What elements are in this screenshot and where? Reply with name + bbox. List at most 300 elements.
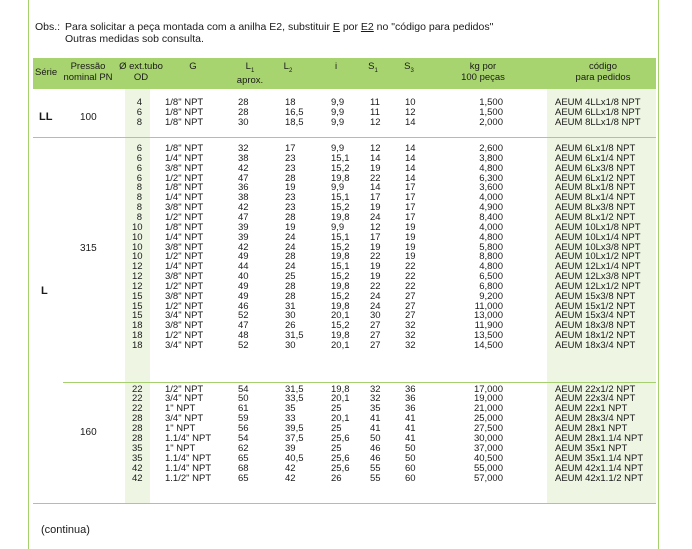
cell-g: 1" NPT: [165, 403, 196, 415]
obs-e2: E2: [360, 21, 374, 33]
cell-l2: 18: [285, 97, 296, 108]
cell-s1: 22: [370, 280, 381, 292]
cell-codigo: AEUM 22x1 NPT: [555, 403, 628, 415]
cell-g: 3/8" NPT: [165, 271, 204, 283]
cell-l2: 39,5: [285, 423, 304, 435]
cell-g: 1/4" NPT: [165, 231, 204, 243]
obs-label: Obs.:: [35, 21, 61, 33]
table-row: [33, 341, 656, 351]
cell-l1: 68: [238, 463, 249, 475]
cell-kg: 2,000: [479, 116, 503, 128]
cell-s3: 17: [405, 182, 416, 194]
cell-i: 19,8: [331, 172, 350, 184]
cell-i: 9,9: [331, 221, 345, 233]
cell-l1: 50: [238, 393, 249, 405]
cell-i: 19,8: [331, 383, 350, 395]
cell-s3: 12: [405, 106, 416, 118]
cell-codigo: AEUM 12Lx1/2 NPT: [555, 280, 641, 292]
cell-s1: 19: [370, 261, 381, 273]
cell-codigo: AEUM 8LLx1/8 NPT: [555, 116, 641, 128]
cell-l1: 52: [238, 340, 249, 351]
cell-s3: 22: [405, 261, 416, 273]
cell-kg: 27,500: [473, 423, 503, 435]
cell-s3: 19: [405, 221, 416, 233]
cell-l1: 49: [238, 280, 249, 292]
cell-s1: 41: [370, 423, 381, 435]
cell-s3: 17: [405, 202, 416, 214]
header-pressao-l2: nominal PN: [63, 71, 113, 83]
cell-s3: 32: [405, 330, 416, 342]
cell-s1: 11: [370, 106, 380, 118]
cell-codigo: AEUM 10Lx1/8 NPT: [555, 221, 641, 233]
cell-s3: 14: [405, 162, 416, 174]
cell-od: 10: [132, 251, 143, 263]
cell-od: 18: [132, 340, 143, 351]
cell-l2: 31: [285, 300, 296, 312]
cell-kg: 3,800: [479, 152, 503, 164]
cell-i: 9,9: [331, 106, 345, 118]
cell-l2: 40,5: [285, 453, 304, 465]
cell-l2: 24: [285, 231, 296, 243]
cell-od: 6: [136, 152, 142, 164]
obs-text-c: no "código para pedidos": [373, 21, 494, 33]
cell-s3: 60: [405, 463, 416, 475]
continua-note: (continua): [41, 524, 90, 536]
cell-s3: 22: [405, 280, 416, 292]
cell-od: 15: [132, 300, 143, 312]
cell-s3: 10: [405, 97, 416, 108]
cell-codigo: AEUM 28x1 NPT: [555, 423, 628, 435]
cell-kg: 30,000: [473, 433, 503, 445]
cell-g: 1/2" NPT: [165, 280, 204, 292]
cell-s1: 17: [370, 231, 381, 243]
cell-kg: 25,000: [473, 413, 503, 425]
cell-s1: 30: [370, 310, 381, 322]
cell-l2: 28: [285, 211, 296, 223]
obs-e: E: [332, 21, 340, 33]
cell-s1: 12: [370, 143, 381, 154]
cell-codigo: AEUM 28x1.1/4 NPT: [555, 433, 644, 445]
cell-l1: 56: [238, 423, 249, 435]
cell-kg: 6,800: [479, 280, 503, 292]
obs-line-2: Outras medidas sob consulta.: [65, 33, 204, 45]
cell-l2: 18,5: [285, 116, 304, 128]
header-od: [116, 62, 166, 83]
cell-kg: 1,500: [479, 106, 503, 118]
cell-od: 42: [132, 463, 143, 475]
cell-g: 3/4" NPT: [165, 310, 204, 322]
header-s3-letter: S: [404, 61, 411, 72]
cell-g: 1/4" NPT: [165, 152, 204, 164]
cell-s3: 36: [405, 393, 416, 405]
cell-l1: 59: [238, 413, 249, 425]
cell-codigo: AEUM 6Lx1/2 NPT: [555, 172, 636, 184]
cell-kg: 13,000: [473, 310, 503, 322]
cell-od: 28: [132, 413, 143, 425]
header-kg-l2: 100 peças: [461, 71, 505, 83]
cell-i: 15,2: [331, 202, 350, 214]
header-s1: [366, 62, 380, 76]
cell-l1: 28: [238, 97, 249, 108]
cell-s1: 32: [370, 383, 381, 395]
cell-l1: 48: [238, 330, 249, 342]
cell-codigo: AEUM 15x3/4 NPT: [555, 310, 636, 322]
header-serie: Série: [35, 67, 58, 78]
cell-s3: 36: [405, 403, 416, 415]
cell-i: 20,1: [331, 340, 350, 351]
cell-s3: 19: [405, 241, 416, 253]
cell-s3: 14: [405, 172, 416, 184]
cell-s3: 27: [405, 300, 416, 312]
cell-g: 1/8" NPT: [165, 116, 204, 128]
cell-od: 35: [132, 453, 143, 465]
cell-codigo: AEUM 22x1/2 NPT: [555, 383, 636, 395]
fittings-table: [33, 58, 656, 503]
cell-kg: 55,000: [473, 463, 503, 475]
cell-g: 1.1/2" NPT: [165, 473, 212, 485]
table-row: [33, 164, 656, 174]
header-od-l1: Ø ext.tubo: [119, 61, 163, 72]
cell-l2: 33,5: [285, 393, 304, 405]
cell-kg: 1,500: [479, 97, 503, 108]
pn-l-315: 315: [80, 243, 97, 254]
cell-s1: 19: [370, 162, 381, 174]
header-l1-letter: L: [245, 61, 251, 72]
cell-od: 35: [132, 443, 143, 455]
cell-g: 1.1/4" NPT: [165, 453, 212, 465]
cell-l2: 37,5: [285, 433, 304, 445]
header-s3-sub: 3: [410, 67, 414, 74]
cell-kg: 8,800: [479, 251, 503, 263]
cell-l2: 33: [285, 413, 296, 425]
cell-od: 15: [132, 290, 143, 302]
cell-l2: 19: [285, 182, 296, 194]
cell-s3: 41: [405, 433, 416, 445]
header-l2-sub: 2: [288, 67, 293, 74]
cell-g: 3/8" NPT: [165, 202, 204, 214]
cell-i: 25: [331, 423, 342, 435]
cell-l2: 30: [285, 340, 296, 351]
cell-codigo: AEUM 15x1/2 NPT: [555, 300, 636, 312]
cell-codigo: AEUM 6LLx1/8 NPT: [555, 106, 641, 118]
cell-od: 6: [136, 172, 142, 184]
cell-g: 3/4" NPT: [165, 393, 204, 405]
cell-l2: 35: [285, 403, 296, 415]
cell-od: 22: [132, 403, 143, 415]
cell-l1: 65: [238, 473, 249, 485]
cell-kg: 4,800: [479, 162, 503, 174]
cell-s1: 14: [370, 152, 381, 164]
cell-s3: 32: [405, 340, 416, 351]
cell-od: 18: [132, 330, 143, 342]
cell-i: 20,1: [331, 393, 350, 405]
cell-i: 19,8: [331, 330, 350, 342]
cell-s3: 14: [405, 152, 416, 164]
cell-l1: 49: [238, 251, 249, 263]
cell-i: 19,8: [331, 300, 350, 312]
header-cod-l2: para pedidos: [575, 71, 631, 83]
cell-kg: 40,500: [473, 453, 503, 465]
cell-i: 19,8: [331, 251, 350, 263]
cell-g: 3/4" NPT: [165, 413, 204, 425]
cell-g: 3/8" NPT: [165, 241, 204, 253]
cell-g: 1/2" NPT: [165, 300, 204, 312]
header-i: i: [334, 61, 338, 72]
table-row: [33, 108, 656, 118]
cell-l1: 32: [238, 143, 249, 154]
cell-codigo: AEUM 22x3/4 NPT: [555, 393, 636, 405]
cell-s1: 32: [370, 393, 381, 405]
cell-codigo: AEUM 42x1.1/2 NPT: [555, 473, 644, 485]
cell-kg: 4,800: [479, 261, 503, 273]
cell-kg: 14,500: [473, 340, 503, 351]
table-row: [33, 292, 656, 302]
cell-s1: 12: [370, 221, 381, 233]
cell-l1: 40: [238, 271, 249, 283]
cell-kg: 4,000: [479, 221, 503, 233]
cell-l1: 47: [238, 172, 249, 184]
cell-codigo: AEUM 18x3/8 NPT: [555, 320, 636, 332]
cell-i: 15,2: [331, 241, 350, 253]
cell-od: 22: [132, 393, 143, 405]
header-l2: [281, 62, 295, 76]
cell-l1: 44: [238, 261, 249, 273]
cell-codigo: AEUM 10Lx3/8 NPT: [555, 241, 641, 253]
cell-s1: 19: [370, 241, 381, 253]
cell-l2: 28: [285, 172, 296, 184]
header-l1-aprox: aprox.: [236, 75, 264, 87]
header-l1: [235, 62, 265, 87]
serie-l: L: [41, 285, 48, 297]
cell-kg: 2,600: [479, 143, 503, 154]
cell-l1: 39: [238, 231, 249, 243]
cell-s1: 50: [370, 433, 381, 445]
cell-s1: 12: [370, 116, 381, 128]
header-kg-l1: kg por: [469, 61, 497, 72]
cell-s1: 27: [370, 340, 381, 351]
cell-kg: 21,000: [473, 403, 503, 415]
cell-codigo: AEUM 12Lx1/4 NPT: [555, 261, 641, 273]
cell-s1: 46: [370, 453, 381, 465]
cell-s1: 11: [370, 97, 380, 108]
cell-kg: 4,800: [479, 231, 503, 243]
cell-l1: 38: [238, 152, 249, 164]
cell-i: 25: [331, 403, 342, 415]
cell-s1: 27: [370, 330, 381, 342]
cell-g: 1/2" NPT: [165, 330, 204, 342]
cell-i: 15,2: [331, 271, 350, 283]
cell-codigo: AEUM 4LLx1/8 NPT: [555, 97, 641, 108]
cell-od: 28: [132, 433, 143, 445]
cell-od: 15: [132, 310, 143, 322]
cell-s3: 14: [405, 116, 416, 128]
cell-g: 1/4" NPT: [165, 261, 204, 273]
cell-g: 1.1/4" NPT: [165, 433, 212, 445]
group-divider-ll: [33, 137, 656, 138]
cell-g: 1.1/4" NPT: [165, 463, 212, 475]
cell-l1: 38: [238, 192, 249, 204]
table-row: [33, 118, 656, 128]
cell-codigo: AEUM 35x1 NPT: [555, 443, 628, 455]
cell-od: 18: [132, 320, 143, 332]
cell-l2: 39: [285, 443, 296, 455]
cell-l1: 36: [238, 182, 249, 194]
pn-ll: 100: [80, 112, 97, 123]
cell-s3: 41: [405, 413, 416, 425]
cell-l2: 23: [285, 202, 296, 214]
cell-g: 1/2" NPT: [165, 251, 204, 263]
cell-l1: 54: [238, 433, 249, 445]
cell-s1: 24: [370, 300, 381, 312]
table-row: [33, 282, 656, 292]
cell-l2: 42: [285, 473, 296, 485]
cell-s1: 19: [370, 202, 381, 214]
cell-od: 8: [136, 211, 142, 223]
cell-od: 6: [136, 106, 142, 118]
cell-s1: 41: [370, 413, 381, 425]
cell-g: 1" NPT: [165, 443, 196, 455]
cell-g: 3/8" NPT: [165, 290, 204, 302]
table-header: [33, 58, 656, 89]
cell-l2: 30: [285, 310, 296, 322]
table-row: [33, 223, 656, 233]
table-row: [33, 154, 656, 164]
cell-l1: 42: [238, 241, 249, 253]
cell-l2: 25: [285, 271, 296, 283]
cell-i: 20,1: [331, 413, 350, 425]
header-codigo: [558, 62, 648, 83]
cell-l2: 24: [285, 241, 296, 253]
cell-codigo: AEUM 10Lx1/4 NPT: [555, 231, 641, 243]
cell-l2: 28: [285, 251, 296, 263]
cell-l1: 49: [238, 290, 249, 302]
cell-kg: 9,200: [479, 290, 503, 302]
cell-l1: 42: [238, 202, 249, 214]
cell-l1: 42: [238, 162, 249, 174]
cell-g: 3/4" NPT: [165, 340, 204, 351]
cell-l1: 39: [238, 221, 249, 233]
cell-l1: 47: [238, 211, 249, 223]
cell-od: 10: [132, 241, 143, 253]
cell-codigo: AEUM 6Lx1/4 NPT: [555, 152, 636, 164]
cell-l2: 17: [285, 143, 296, 154]
cell-od: 4: [136, 97, 142, 108]
obs-text-a: Para solicitar a peça montada com a anilha E2, substituir: [65, 21, 333, 33]
group-divider-pn: [63, 382, 656, 383]
cell-g: 1/8" NPT: [165, 221, 204, 233]
cell-g: 1/8" NPT: [165, 182, 204, 194]
cell-codigo: AEUM 28x3/4 NPT: [555, 413, 636, 425]
cell-l1: 61: [238, 403, 249, 415]
cell-od: 10: [132, 231, 143, 243]
cell-codigo: AEUM 6Lx3/8 NPT: [555, 162, 636, 174]
cell-s3: 41: [405, 423, 416, 435]
cell-od: 28: [132, 423, 143, 435]
cell-od: 12: [132, 271, 143, 283]
cell-g: 1/2" NPT: [165, 383, 204, 395]
cell-codigo: AEUM 18x1/2 NPT: [555, 330, 636, 342]
cell-s1: 19: [370, 271, 381, 283]
header-kg: [448, 62, 518, 83]
cell-kg: 11,900: [474, 320, 503, 332]
cell-i: 15,1: [331, 231, 350, 243]
cell-l2: 23: [285, 152, 296, 164]
cell-kg: 6,300: [479, 172, 503, 184]
header-g: G: [189, 61, 197, 72]
cell-s3: 19: [405, 251, 416, 263]
table-row: [33, 233, 656, 243]
cell-s1: 14: [370, 182, 381, 194]
cell-g: 1/8" NPT: [165, 97, 204, 108]
cell-s3: 27: [405, 310, 416, 322]
cell-l1: 28: [238, 106, 249, 118]
cell-g: 1/2" NPT: [165, 211, 204, 223]
cell-codigo: AEUM 15x3/8 NPT: [555, 290, 636, 302]
cell-s3: 50: [405, 443, 416, 455]
header-pressao: [57, 62, 119, 83]
cell-l2: 28: [285, 290, 296, 302]
cell-s3: 27: [405, 290, 416, 302]
cell-s1: 27: [370, 320, 381, 332]
cell-s3: 36: [405, 383, 416, 395]
cell-kg: 4,900: [479, 202, 503, 214]
cell-codigo: AEUM 8Lx3/8 NPT: [555, 202, 636, 214]
cell-l2: 31,5: [285, 330, 304, 342]
cell-i: 15,2: [331, 320, 350, 332]
cell-od: 8: [136, 182, 142, 194]
cell-codigo: AEUM 6Lx1/8 NPT: [555, 143, 636, 154]
cell-s1: 55: [370, 463, 381, 475]
cell-s3: 14: [405, 143, 416, 154]
cell-kg: 4,000: [479, 192, 503, 204]
cell-l1: 65: [238, 453, 249, 465]
header-od-l2: OD: [133, 71, 149, 83]
header-l1-sub: 1: [250, 67, 255, 74]
cell-l1: 46: [238, 300, 249, 312]
cell-g: 1/2" NPT: [165, 172, 204, 184]
cell-codigo: AEUM 10Lx1/2 NPT: [555, 251, 641, 263]
cell-l1: 52: [238, 310, 249, 322]
cell-kg: 11,000: [474, 300, 503, 312]
cell-l1: 54: [238, 383, 249, 395]
cell-s1: 55: [370, 473, 381, 485]
header-l2-letter: L: [283, 61, 289, 72]
cell-i: 9,9: [331, 143, 345, 154]
cell-codigo: AEUM 8Lx1/2 NPT: [555, 211, 636, 223]
observation-note: [35, 21, 493, 45]
cell-s3: 22: [405, 271, 416, 283]
header-cod-l1: código: [589, 61, 617, 72]
cell-s3: 60: [405, 473, 416, 485]
cell-l1: 30: [238, 116, 249, 128]
pn-l-160: 160: [80, 427, 97, 438]
cell-s3: 32: [405, 320, 416, 332]
cell-s1: 35: [370, 403, 381, 415]
cell-od: 12: [132, 280, 143, 292]
header-s1-letter: S: [368, 61, 375, 72]
cell-od: 10: [132, 221, 143, 233]
cell-kg: 57,000: [473, 473, 503, 485]
cell-g: 1/4" NPT: [165, 192, 204, 204]
cell-i: 25,6: [331, 433, 350, 445]
cell-kg: 19,000: [473, 393, 503, 405]
cell-i: 25,6: [331, 453, 350, 465]
cell-l2: 28: [285, 280, 296, 292]
cell-od: 42: [132, 473, 143, 485]
cell-l2: 26: [285, 320, 296, 332]
cell-l2: 23: [285, 192, 296, 204]
cell-kg: 6,500: [479, 271, 503, 283]
